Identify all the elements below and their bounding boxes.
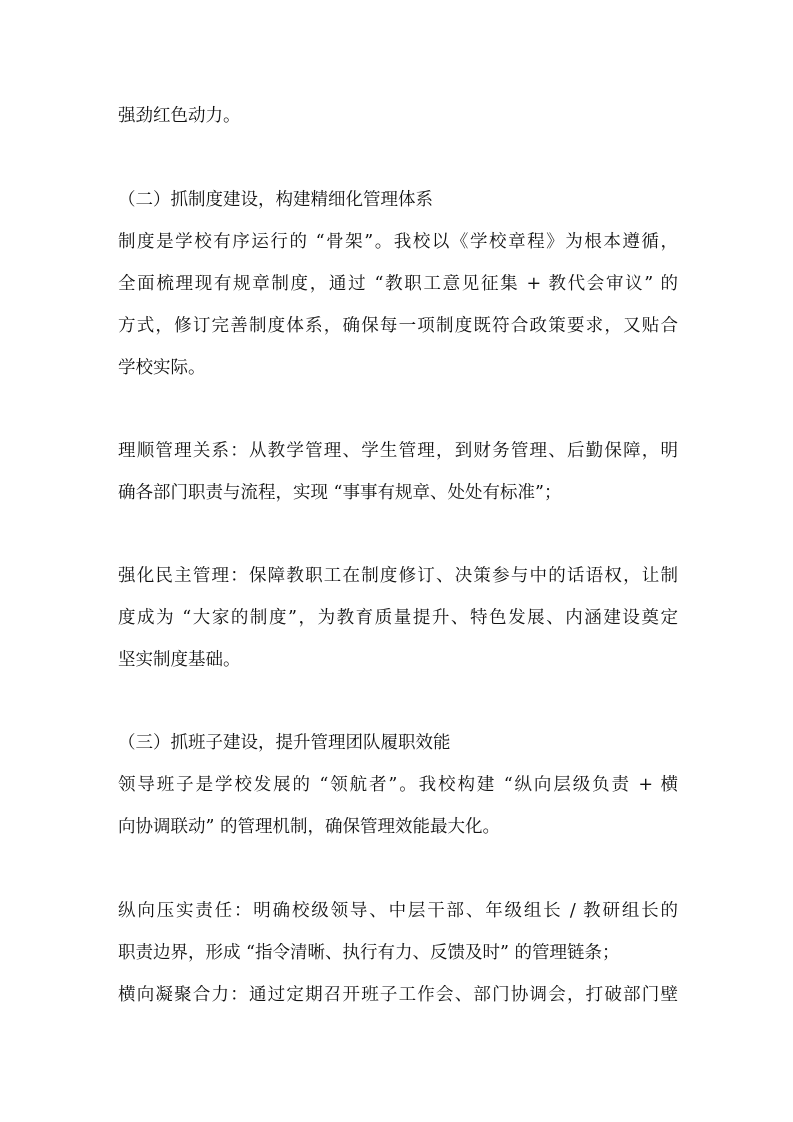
text-line-7: 理顺管理关系：从教学管理、学生管理，到财务管理、后勤保障，明 [118,441,678,461]
text-line-14: 向协调联动” 的管理机制，确保管理效能最大化。 [118,817,501,837]
text-line-3: 制度是学校有序运行的 “骨架”。我校以《学校章程》为根本遵循， [118,232,678,252]
text-line-9: 强化民主管理：保障教职工在制度修订、决策参与中的话语权，让制 [118,566,678,586]
text-line-5: 方式，修订完善制度体系，确保每一项制度既符合政策要求，又贴合 [118,316,678,336]
section-heading-2: （二）抓制度建设，构建精细化管理体系 [118,190,433,210]
text-line-15: 纵向压实责任：明确校级领导、中层干部、年级组长 / 教研组长的 [118,901,678,921]
section-heading-3: （三）抓班子建设，提升管理团队履职效能 [118,733,451,753]
text-line-4: 全面梳理现有规章制度，通过 “教职工意见征集 + 教代会审议” 的 [118,274,678,294]
text-line-6: 学校实际。 [118,358,206,378]
text-line-13: 领导班子是学校发展的 “领航者”。我校构建 “纵向层级负责 + 横 [118,775,678,795]
text-line-16: 职责边界，形成 “指令清晰、执行有力、反馈及时” 的管理链条； [118,943,620,963]
text-line-8: 确各部门职责与流程，实现 “事事有规章、处处有标准”； [118,483,562,503]
text-line-11: 坚实制度基础。 [118,650,241,670]
text-line-10: 度成为 “大家的制度”，为教育质量提升、特色发展、内涵建设奠定 [118,608,678,628]
text-line-17: 横向凝聚合力：通过定期召开班子工作会、部门协调会，打破部门壁 [118,985,678,1005]
text-line-1: 强劲红色动力。 [118,106,241,126]
